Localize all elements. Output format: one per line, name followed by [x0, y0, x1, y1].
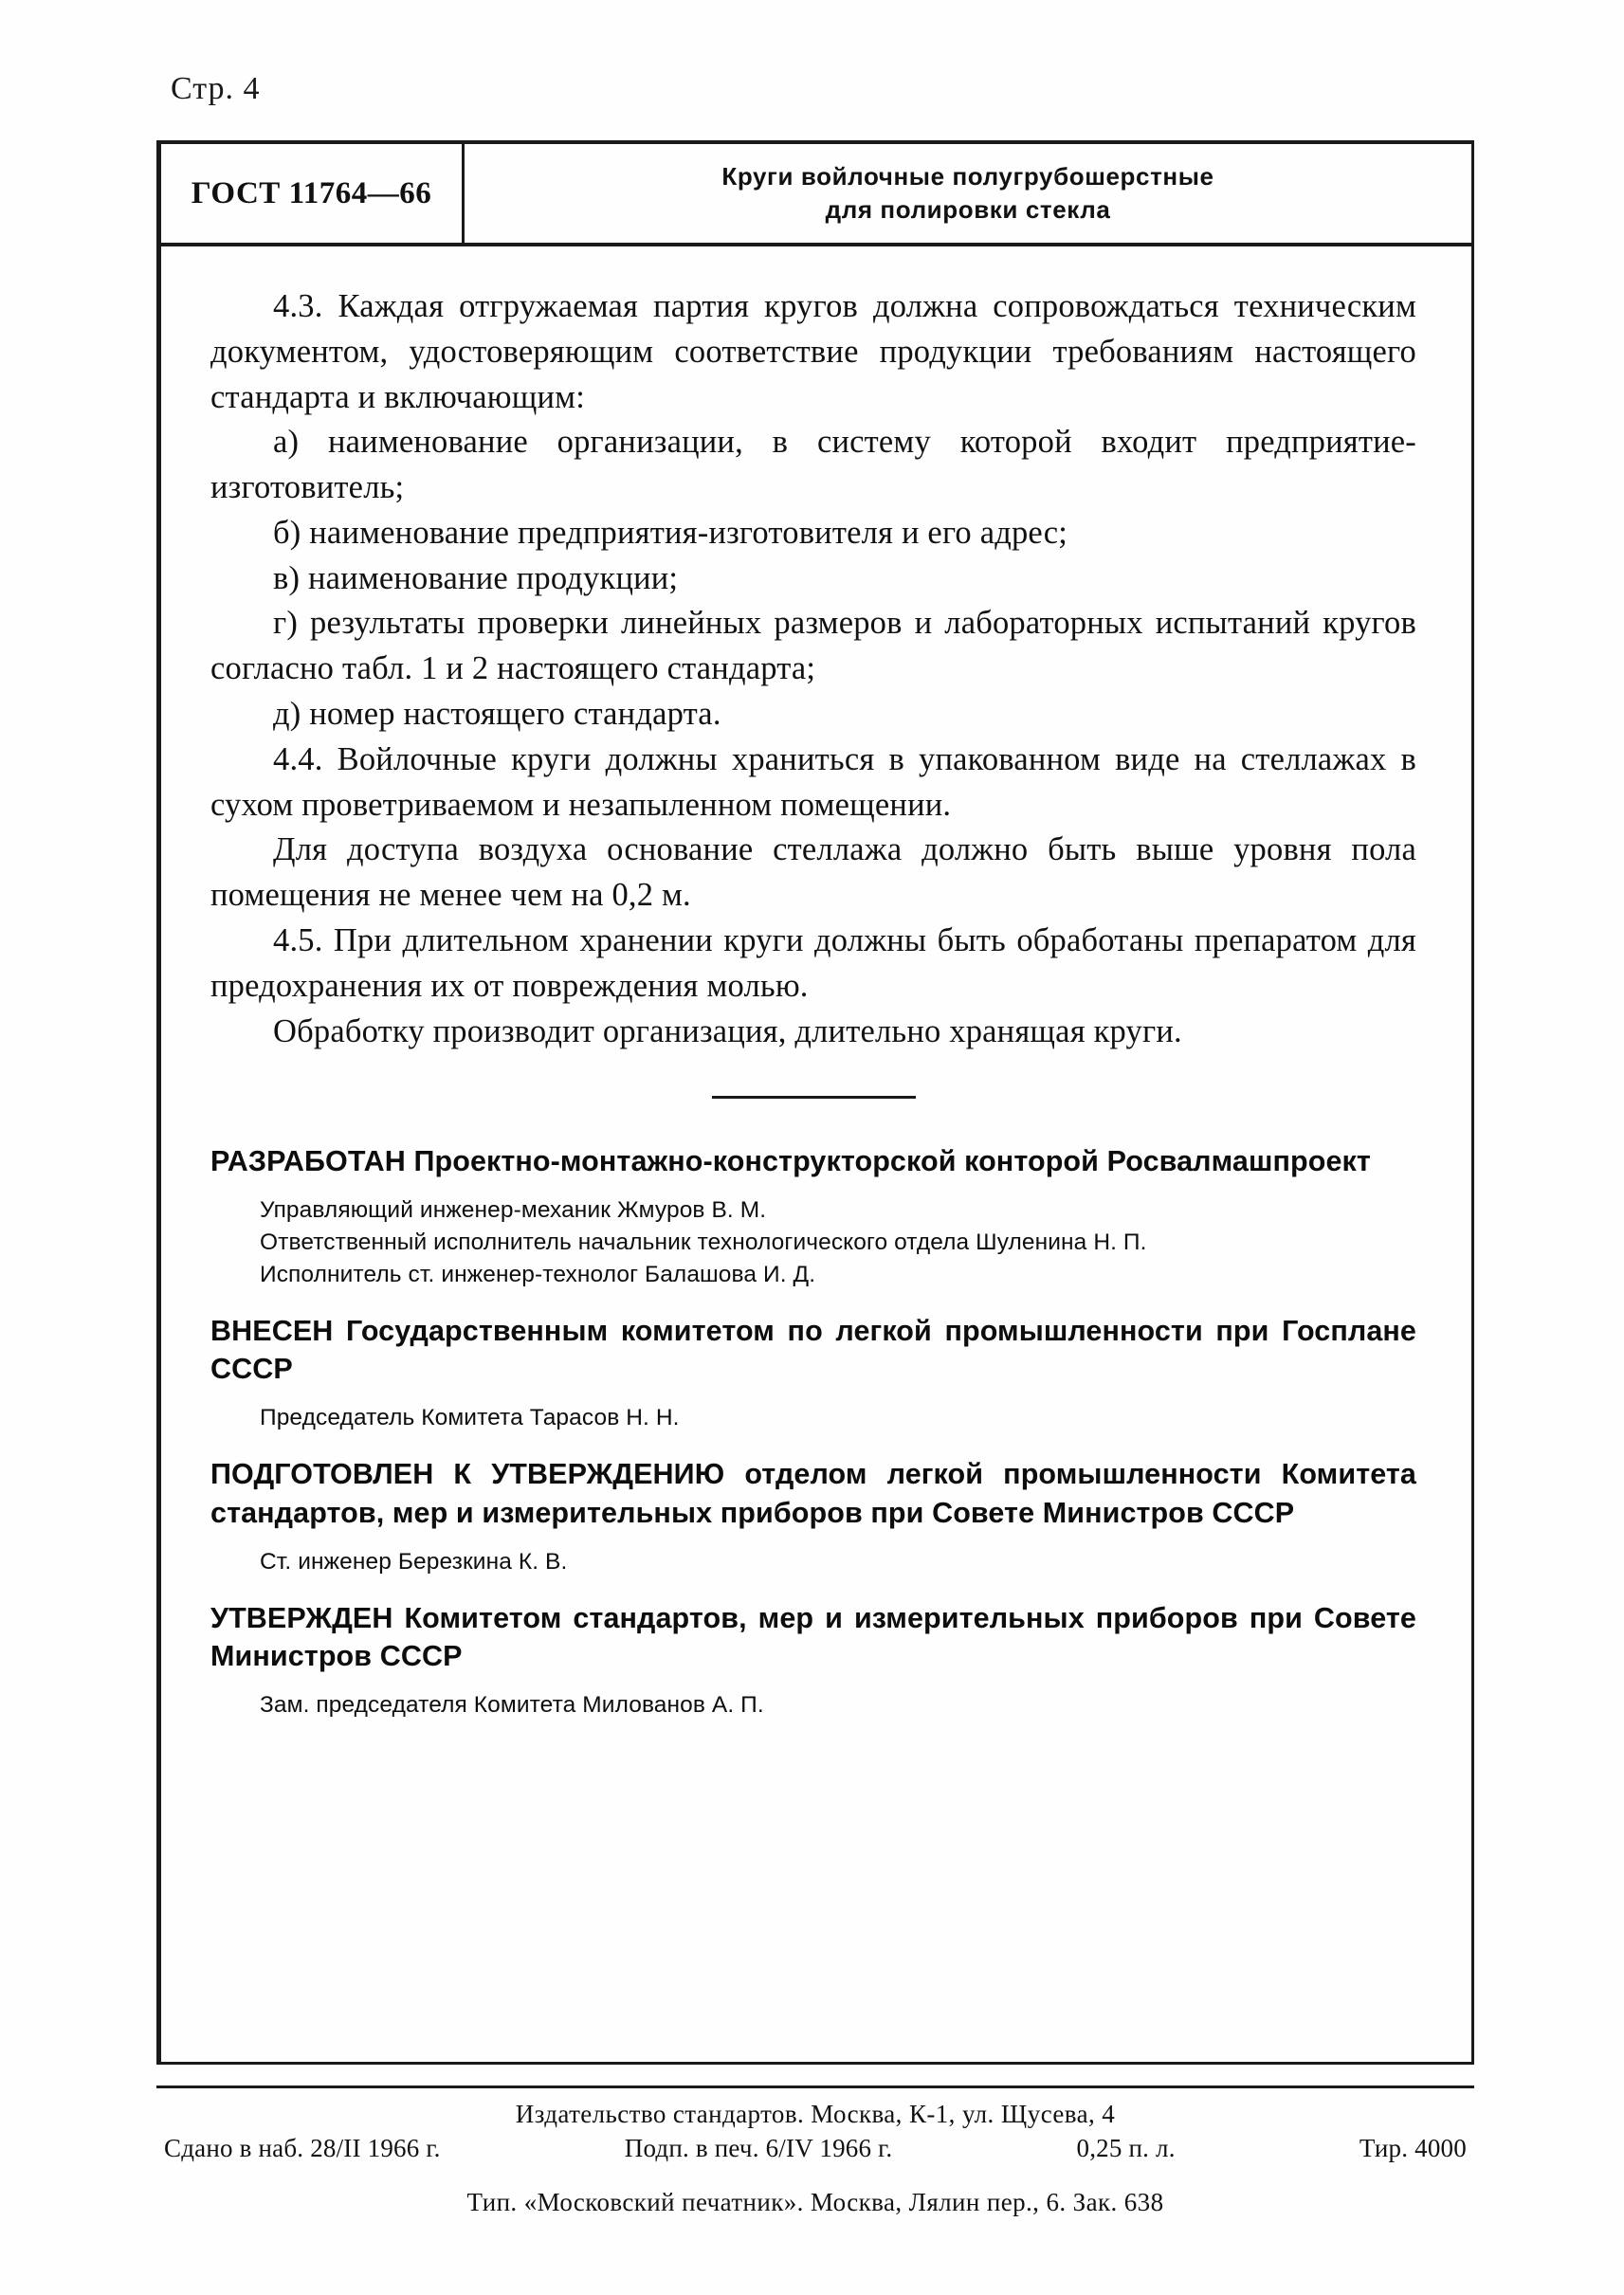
- circulation: Тир. 4000: [1359, 2134, 1467, 2162]
- credits-developed-heading: РАЗРАБОТАН Проектно-монтажно-конструкторской конторой Росвалмашпроект: [210, 1145, 1371, 1178]
- document-footer: [156, 2086, 1474, 2217]
- paragraph-item-g: г) результаты проверки линейных размеров и лабораторных испытаний кругов согласно табл. 1 и 2 настоящего стандарта;: [210, 605, 1416, 687]
- footer-divider: [156, 2086, 1474, 2088]
- credits-developed-line-2: Ответственный исполнитель начальник технологического отдела Шуленина Н. П.: [260, 1229, 1147, 1255]
- paragraph-item-d: д) номер настоящего стандарта.: [273, 696, 721, 733]
- document-body: [161, 246, 1471, 1721]
- credits-developed-line-3: Исполнитель ст. инженер-технолог Балашова И. Д.: [260, 1261, 816, 1287]
- credits-approved-details: [260, 1689, 1416, 1721]
- credits-prepared-line-1: Ст. инженер Березкина К. В.: [260, 1548, 568, 1575]
- credits-approved-line-1: Зам. председателя Комитета Милованов А. П.: [260, 1692, 764, 1719]
- document-title-cell: [465, 144, 1471, 243]
- document-header: [161, 144, 1471, 246]
- paragraph-4-4: 4.4. Войлочные круги должны храниться в упакованном виде на стеллажах в сухом проветриваемом и незапыленном помещении.: [210, 740, 1416, 823]
- credits-prepared-details: [260, 1546, 1416, 1578]
- document-title-line-1: Круги войлочные полугрубошерстные: [721, 161, 1214, 191]
- paragraph-air-access: Для доступа воздуха основание стеллажа должно быть выше уровня пола помещения не менее чем на 0,2 м.: [210, 831, 1416, 914]
- gost-code: ГОСТ 11764—66: [191, 175, 432, 210]
- signed-to-print-date: Подп. в печ. 6/IV 1966 г.: [624, 2134, 893, 2162]
- credits-submitted-line-1: Председатель Комитета Тарасов Н. Н.: [260, 1405, 680, 1431]
- page-number: Стр. 4: [171, 71, 261, 106]
- paragraph-treatment: Обработку производит организация, длительно хранящая круги.: [273, 1012, 1182, 1049]
- section-divider: [712, 1096, 916, 1099]
- credits-submitted-details: [260, 1402, 1416, 1434]
- printing-house-line: Тип. «Московский печатник». Москва, Лялин пер., 6. Зак. 638: [466, 2188, 1164, 2216]
- standard-frame: [156, 140, 1474, 2065]
- paragraph-4-5: 4.5. При длительном хранении круги должны быть обработаны препаратом для предохранения их от повреждения молью.: [210, 921, 1416, 1004]
- publisher-line: Издательство стандартов. Москва, К-1, ул. Щусева, 4: [515, 2100, 1116, 2128]
- print-sheets: 0,25 п. л.: [1076, 2134, 1176, 2162]
- gost-code-cell: [161, 144, 465, 243]
- credits-developed-details: [260, 1194, 1416, 1290]
- print-info-row: [156, 2134, 1474, 2163]
- submitted-date: Сдано в наб. 28/II 1966 г.: [164, 2134, 441, 2162]
- paragraph-item-b: б) наименование предприятия-изготовителя и его адрес;: [273, 514, 1068, 551]
- paragraph-item-v: в) наименование продукции;: [273, 559, 679, 596]
- credits-approved-heading: УТВЕРЖДЕН Комитетом стандартов, мер и измерительных приборов при Совете Министров СССР: [210, 1601, 1416, 1673]
- document-title-line-2: для полировки стекла: [825, 195, 1111, 224]
- credits-prepared-heading: ПОДГОТОВЛЕН К УТВЕРЖДЕНИЮ отделом легкой промышленности Комитета стандартов, мер и измерительных приборов при Совете Министров СССР: [210, 1458, 1416, 1529]
- credits-developed-line-1: Управляющий инженер-механик Жмуров В. М.: [260, 1197, 767, 1224]
- paragraph-item-a: а) наименование организации, в систему которой входит предприятие-изготовитель;: [210, 424, 1416, 506]
- credits-submitted-heading: ВНЕСЕН Государственным комитетом по легкой промышленности при Госплане СССР: [210, 1314, 1416, 1386]
- paragraph-4-3: 4.3. Каждая отгружаемая партия кругов должна сопровождаться техническим документом, удостоверяющим соответствие продукции требованиям настоящего стандарта и включающим:: [210, 288, 1416, 415]
